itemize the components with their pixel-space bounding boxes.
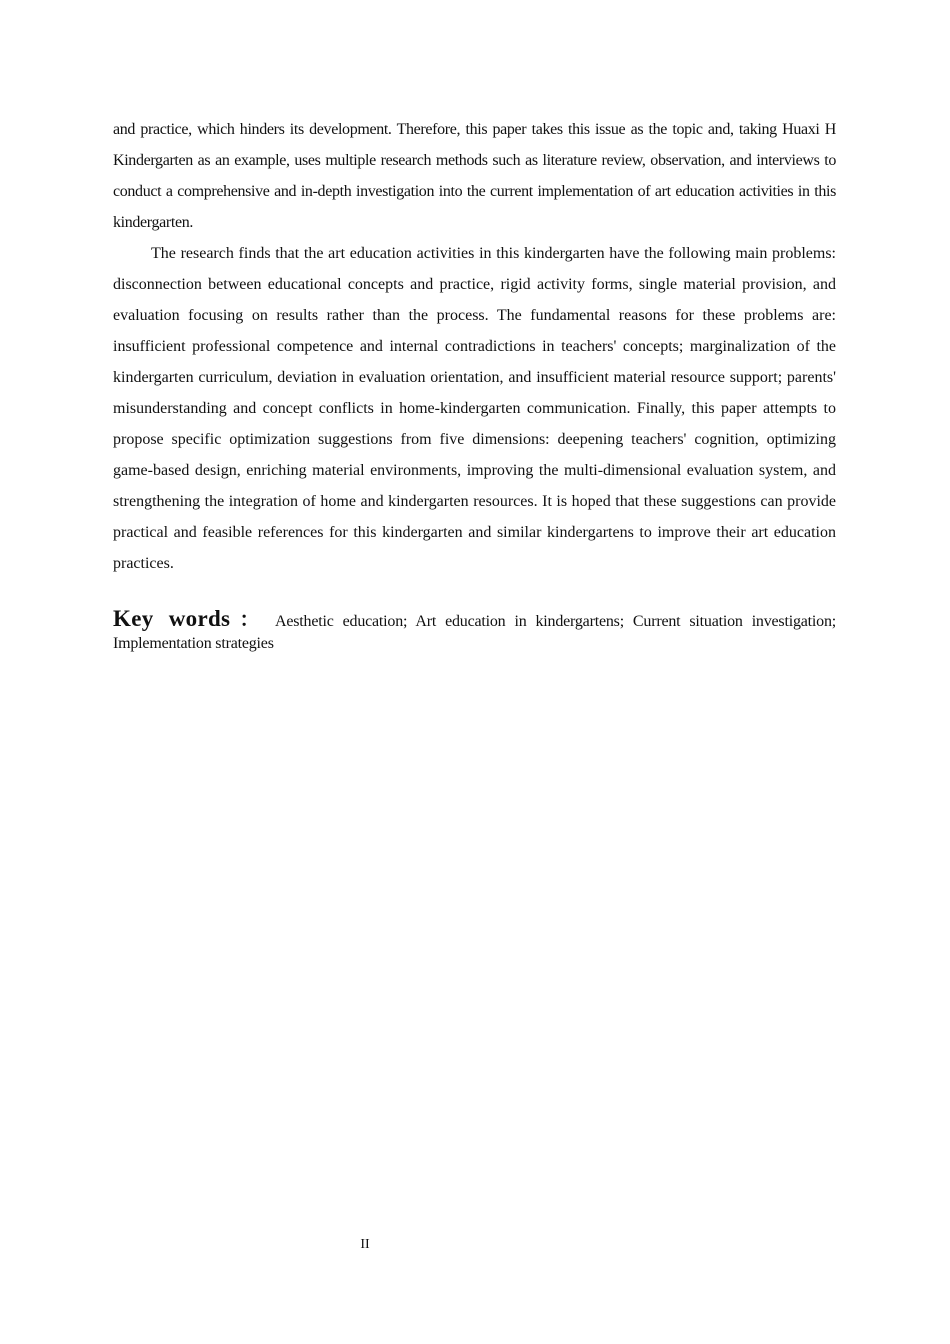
page-number: II	[360, 1237, 370, 1252]
abstract-body	[113, 114, 836, 579]
keywords-colon: ：	[234, 609, 265, 631]
keywords-list: Aesthetic education; Art education in kindergartens; Current situation investigation; Implementation strategies	[113, 613, 836, 652]
keywords-label	[113, 606, 265, 631]
keywords-section	[113, 608, 836, 655]
keywords-label-text: Key words	[113, 606, 231, 631]
abstract-paragraph-findings: The research finds that the art education activities in this kindergarten have the following main problems: disconnection between educational concepts and practice, rigid activity forms, single material provision, and evaluation focusing on results rather than the process. The fundamental reasons for these problems are: insufficient professional competence and internal contradictions in teachers' concepts; marginalization of the kindergarten curriculum, deviation in evaluation orientation, and insufficient material resource support; parents' misunderstanding and concept conflicts in home-kindergarten communication. Finally, this paper attempts to propose specific optimization suggestions from five dimensions: deepening teachers' cognition, optimizing game-based design, enriching material environments, improving the multi-dimensional evaluation system, and strengthening the integration of home and kindergarten resources. It is hoped that these suggestions can provide practical and feasible references for this kindergarten and similar kindergartens to improve their art education practices.	[113, 245, 836, 572]
abstract-paragraph-continued: and practice, which hinders its development. Therefore, this paper takes this issue as the topic and, taking Huaxi H Kindergarten as an example, uses multiple research methods such as literature review, observation, and interviews to conduct a comprehensive and in-depth investigation into the current implementation of art education activities in this kindergarten.	[113, 121, 836, 231]
